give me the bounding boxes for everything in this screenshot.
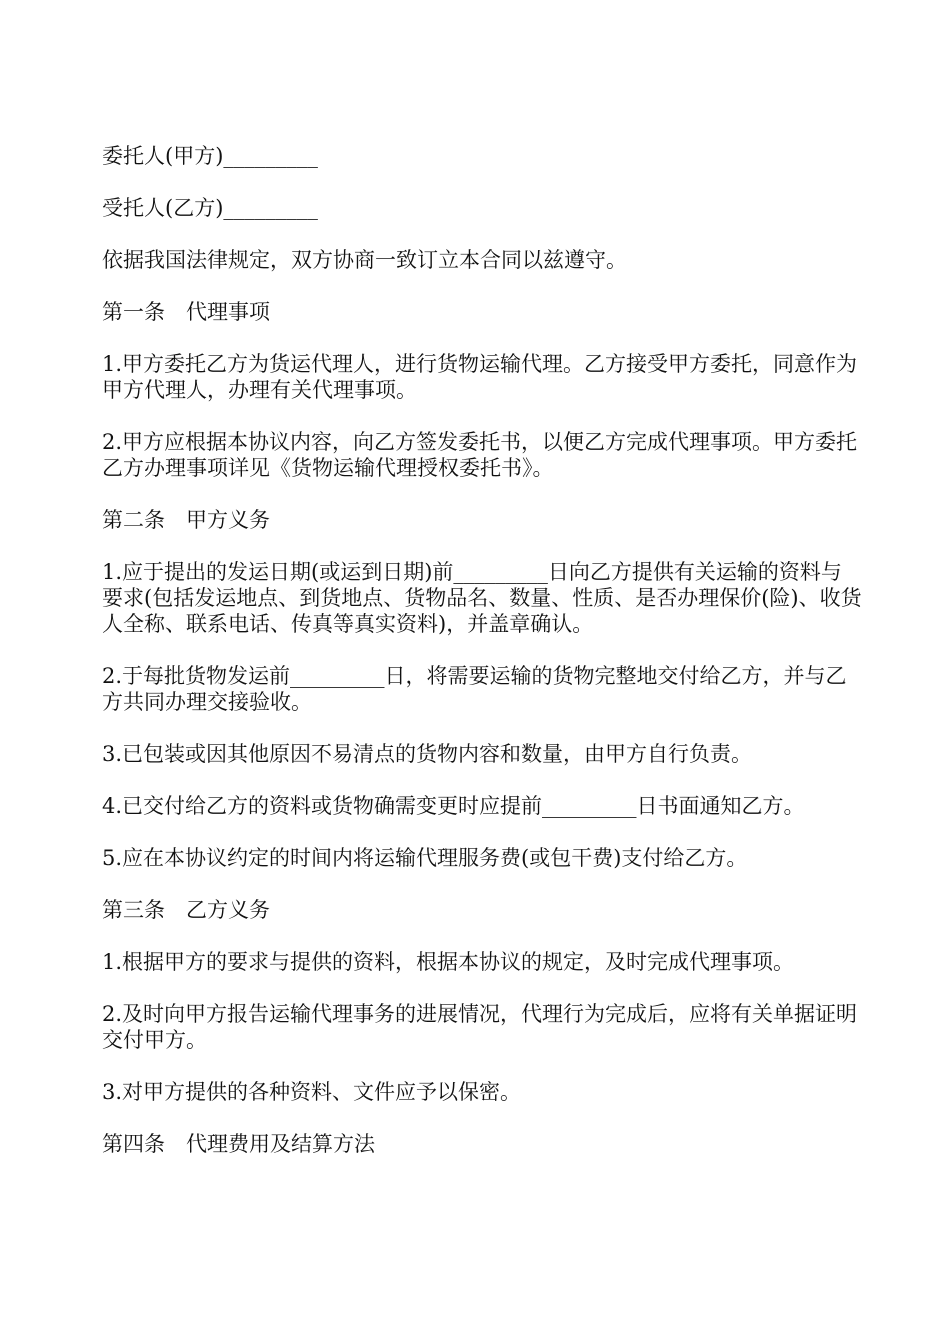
- article-3-clause-1: 1.根据甲方的要求与提供的资料，根据本协议的规定，及时完成代理事项。: [102, 950, 795, 974]
- article-3-clause-2: 2.及时向甲方报告运输代理事务的进展情况，代理行为完成后，应将有关单据证明交付甲方。: [102, 1002, 858, 1052]
- agent-party-line: 受托人(乙方)_________: [102, 196, 318, 220]
- article-1-heading: 第一条 代理事项: [102, 300, 270, 324]
- article-1-clause-2: 2.甲方应根据本协议内容，向乙方签发委托书，以便乙方完成代理事项。甲方委托乙方办理事项详见《货物运输代理授权委托书》。: [102, 430, 858, 480]
- article-2-clause-3: 3.已包装或因其他原因不易清点的货物内容和数量，由甲方自行负责。: [102, 742, 753, 766]
- document-body: [102, 143, 862, 1183]
- article-2-clause-5: 5.应在本协议约定的时间内将运输代理服务费(或包干费)支付给乙方。: [102, 846, 748, 870]
- principal-party-line: 委托人(甲方)_________: [102, 144, 318, 168]
- article-2-clause-1: 1.应于提出的发运日期(或运到日期)前_________日向乙方提供有关运输的资料与要求(包括发运地点、到货地点、货物品名、数量、性质、是否办理保价(险)、收货人全称、联系电话、传真等真实资料)，并盖章确认。: [102, 560, 862, 636]
- article-3-clause-3: 3.对甲方提供的各种资料、文件应予以保密。: [102, 1080, 522, 1104]
- article-4-heading: 第四条 代理费用及结算方法: [102, 1132, 375, 1156]
- preamble: 依据我国法律规定，双方协商一致订立本合同以兹遵守。: [102, 248, 627, 272]
- article-2-heading: 第二条 甲方义务: [102, 508, 270, 532]
- article-3-heading: 第三条 乙方义务: [102, 898, 270, 922]
- article-1-clause-1: 1.甲方委托乙方为货运代理人，进行货物运输代理。乙方接受甲方委托，同意作为甲方代理人，办理有关代理事项。: [102, 352, 858, 402]
- article-2-clause-4: 4.已交付给乙方的资料或货物确需变更时应提前_________日书面通知乙方。: [102, 794, 805, 818]
- article-2-clause-2: 2.于每批货物发运前_________日，将需要运输的货物完整地交付给乙方，并与乙方共同办理交接验收。: [102, 664, 847, 714]
